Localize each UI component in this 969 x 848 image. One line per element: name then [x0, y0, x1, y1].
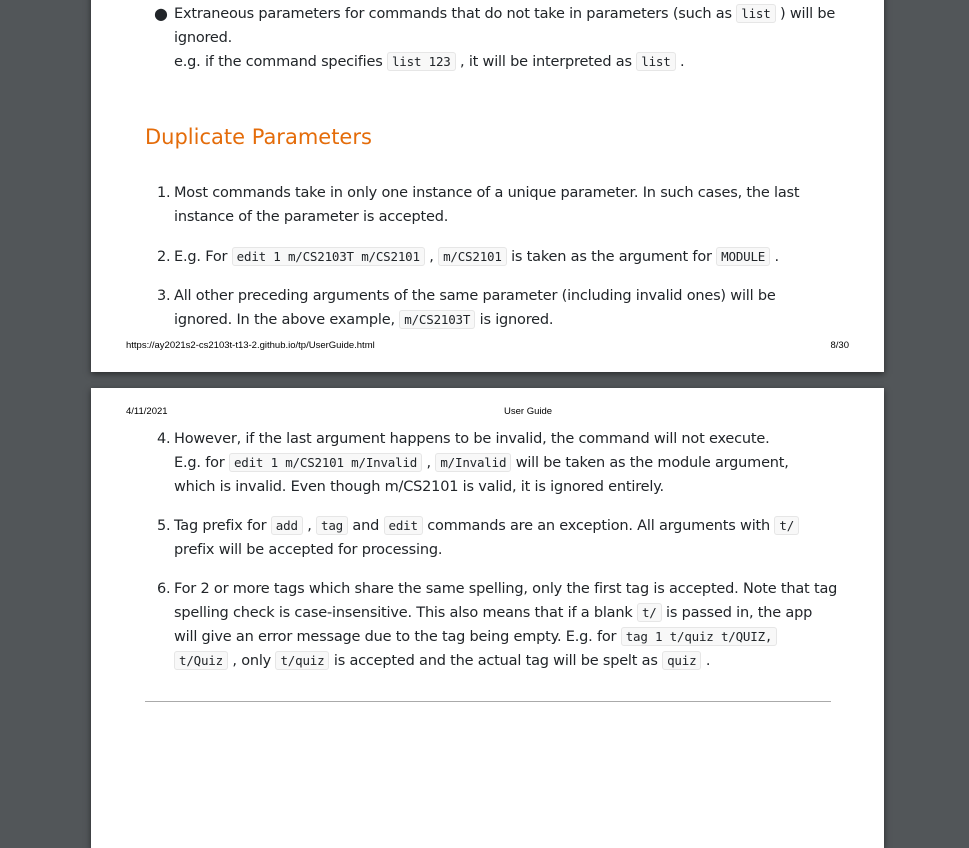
text-run: spelling check is case-insensitive. This also means that if a blank [174, 605, 637, 621]
list-item-text [174, 249, 779, 265]
inline-code: list [636, 52, 675, 71]
text-run: For 2 or more tags which share the same spelling, only the first tag is accepted. Note that tag [174, 581, 838, 597]
bullet-extraneous-parameters [154, 2, 854, 74]
list-number: 3. [157, 288, 171, 304]
list-item-5 [157, 514, 854, 562]
list-item-6 [157, 577, 854, 673]
list-number: 1. [157, 185, 171, 201]
text-run: . [701, 653, 711, 669]
inline-code: m/CS2103T [399, 310, 475, 329]
list-number: 2. [157, 249, 171, 265]
list-item-4 [157, 427, 854, 499]
text-run: commands are an exception. All arguments with [422, 518, 775, 534]
text-run: instance of the parameter is accepted. [174, 209, 449, 225]
inline-code: MODULE [716, 247, 770, 266]
text-run: All other preceding arguments of the same parameter (including invalid ones) will be [174, 288, 776, 304]
list-number: 5. [157, 518, 171, 534]
text-run: ignored. In the above example, [174, 312, 400, 328]
text-run: Tag prefix for [174, 518, 271, 534]
header-title: User Guide [504, 406, 553, 417]
text-run: which is invalid. Even though m/CS2101 is valid, it is ignored entirely. [174, 479, 664, 495]
inline-code: m/CS2101 [438, 247, 507, 266]
text-run: is passed in, the app [661, 605, 813, 621]
text-run: prefix will be accepted for processing. [174, 542, 443, 558]
pdf-page-8 [91, 0, 884, 372]
text-run: is ignored. [475, 312, 554, 328]
inline-code: t/ [774, 516, 799, 535]
text-run: e.g. if the command specifies [174, 54, 387, 70]
inline-code: t/Quiz [174, 651, 228, 670]
text-run: , [424, 249, 439, 265]
list-item-2 [157, 245, 854, 269]
list-item-text [174, 185, 799, 225]
text-run: ) will be [775, 6, 836, 22]
text-run: and [348, 518, 384, 534]
text-run: , it will be interpreted as [455, 54, 637, 70]
pdf-page-9 [91, 388, 884, 848]
inline-code: edit [384, 516, 423, 535]
section-heading-duplicate-parameters: Duplicate Parameters [145, 125, 372, 149]
inline-code: m/Invalid [435, 453, 511, 472]
inline-code: tag [316, 516, 348, 535]
inline-code: list 123 [387, 52, 456, 71]
text-run: However, if the last argument happens to be invalid, the command will not execute. [174, 431, 770, 447]
horizontal-divider [145, 701, 831, 702]
text-run: , only [227, 653, 276, 669]
list-item-text [174, 288, 776, 328]
text-run: is taken as the argument for [506, 249, 717, 265]
text-run: . [675, 54, 685, 70]
paragraph-text [174, 6, 835, 70]
text-run: ignored. [174, 30, 233, 46]
text-run: Extraneous parameters for commands that do not take in parameters (such as [174, 6, 737, 22]
text-run: is accepted and the actual tag will be spelt as [329, 653, 663, 669]
text-run: Most commands take in only one instance of a unique parameter. In such cases, the last [174, 185, 800, 201]
list-item-text [174, 518, 799, 558]
text-run: . [770, 249, 779, 265]
text-run: E.g. for [174, 455, 229, 471]
list-item-1 [157, 181, 854, 229]
inline-code: add [271, 516, 303, 535]
bullet-dot-icon: ● [154, 4, 168, 23]
text-run: will give an error message due to the tag being empty. E.g. for [174, 629, 621, 645]
text-run: E.g. For [174, 249, 232, 265]
inline-code: t/ [637, 603, 662, 622]
footer-url: https://ay2021s2-cs2103t-t13-2.github.io/tp/UserGuide.html [126, 340, 375, 351]
text-run: , [422, 455, 436, 471]
inline-code: tag 1 t/quiz t/QUIZ, [621, 627, 778, 646]
list-number: 6. [157, 581, 171, 597]
list-item-3 [157, 284, 854, 332]
list-item-text [174, 431, 789, 495]
text-run: will be taken as the module argument, [511, 455, 789, 471]
inline-code: t/quiz [275, 651, 329, 670]
inline-code: quiz [662, 651, 701, 670]
inline-code: edit 1 m/CS2101 m/Invalid [229, 453, 422, 472]
page-number: 8/30 [830, 340, 849, 351]
inline-code: edit 1 m/CS2103T m/CS2101 [232, 247, 425, 266]
list-item-text [174, 581, 837, 669]
inline-code: list [736, 4, 775, 23]
text-run: , [302, 518, 317, 534]
list-number: 4. [157, 431, 171, 447]
header-date: 4/11/2021 [126, 406, 168, 417]
